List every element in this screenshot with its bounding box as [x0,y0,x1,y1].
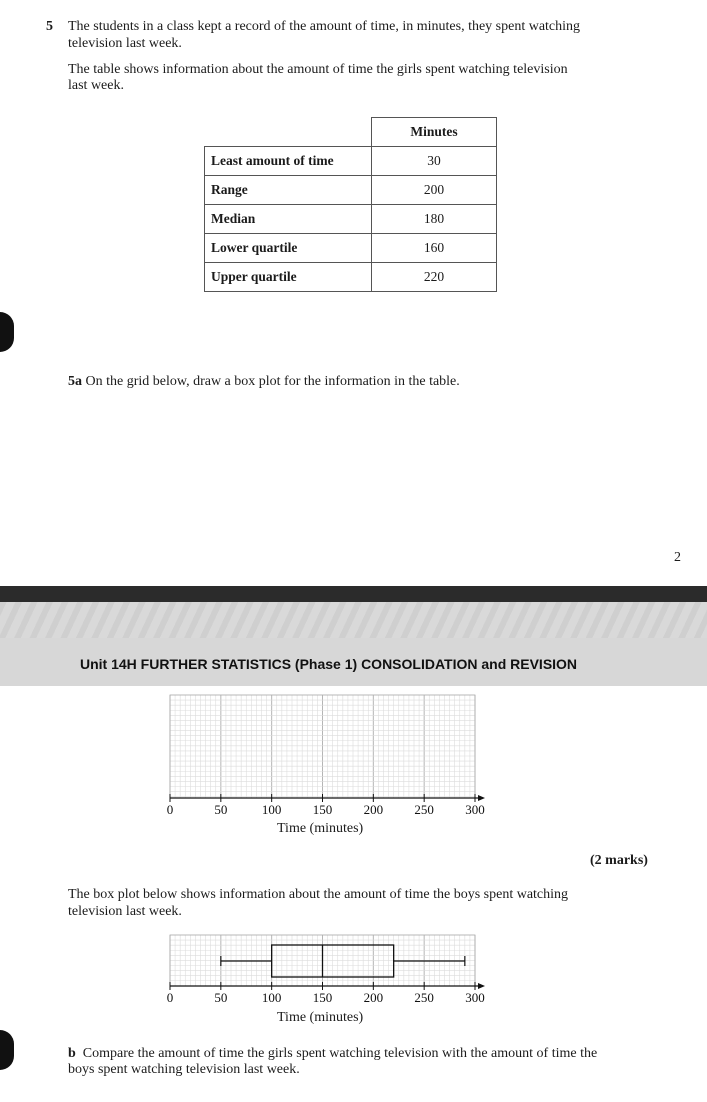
unit-header-band [0,602,707,686]
part-b-label: b [68,1046,76,1061]
axis-tick-label: 150 [312,990,333,1005]
axis-tick-label: 250 [414,990,434,1005]
table-row [205,263,497,292]
table-row-label: Lower quartile [205,234,372,263]
table-row [205,205,497,234]
question-number: 5 [46,19,53,34]
table-header-minutes: Minutes [372,118,497,147]
page-number: 2 [674,550,681,565]
axis-tick-label: 200 [363,802,384,817]
part-b-line2: boys spent watching television last week. [68,1062,300,1077]
table-row-value: 30 [372,147,497,176]
axis-label: Time (minutes) [277,1010,364,1025]
axis-tick-label: 100 [261,802,282,817]
table-row [205,147,497,176]
axis-tick-label: 50 [214,990,228,1005]
page-divider-band [0,586,707,602]
empty-boxplot-grid[interactable] [150,690,510,840]
part-a-marks: (2 marks) [590,853,648,868]
axis-tick-label: 250 [414,802,434,817]
axis-tick-label: 300 [465,802,485,817]
axis-tick-label: 100 [261,990,282,1005]
axis-arrow-icon [478,983,485,989]
question-intro-line2: television last week. [68,36,182,51]
axis-tick-label: 0 [166,802,174,817]
table-row [205,176,497,205]
axis-tick-label: 200 [363,990,384,1005]
axis-tick-label: 50 [214,802,228,817]
table-row-label: Upper quartile [205,263,372,292]
grid-lines [170,695,475,798]
table-row-value: 160 [372,234,497,263]
table-row-label: Median [205,205,372,234]
axis-arrow-icon [478,795,485,801]
boys-intro-line1: The box plot below shows information about the amount of time the boys spent watching [68,887,569,902]
part-a-instruction [68,374,460,390]
axis [167,794,485,817]
boys-intro-line2: television last week. [68,904,182,919]
axis-label: Time (minutes) [277,821,364,836]
axis-tick-label: 150 [312,802,333,817]
table-row-label: Range [205,176,372,205]
boys-boxplot [150,930,510,1012]
binder-hole-mark [0,312,14,352]
table-intro-line1: The table shows information about the amount of time the girls spent watching television [68,62,568,77]
girls-data-table [204,117,497,292]
part-b-line1 [68,1046,597,1062]
table-row-value: 200 [372,176,497,205]
unit-title: Unit 14H FURTHER STATISTICS (Phase 1) CONSOLIDATION and REVISION [80,656,578,672]
table-intro-line2: last week. [68,78,124,93]
table-row-value: 220 [372,263,497,292]
part-a-label: 5a [68,374,82,389]
axis-tick-label: 300 [465,990,485,1005]
axis [167,982,485,1005]
part-b-text: Compare the amount of time the girls spent watching television with the amount of time the [82,1046,598,1061]
table-row [205,234,497,263]
question-intro-line1: The students in a class kept a record of the amount of time, in minutes, they spent watching [68,19,581,34]
binder-hole-mark [0,1030,14,1070]
part-a-text: On the grid below, draw a box plot for the information in the table. [82,374,460,389]
table-row-value: 180 [372,205,497,234]
table-row-label: Least amount of time [205,147,372,176]
axis-tick-label: 0 [166,990,174,1005]
